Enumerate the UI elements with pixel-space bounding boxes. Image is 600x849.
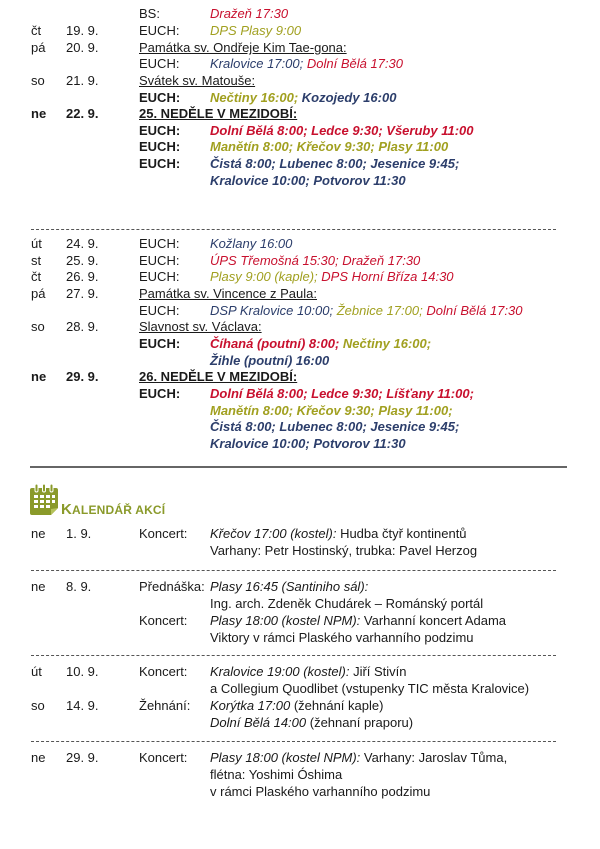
event-place: Korýtka 17:00 xyxy=(210,698,291,713)
date: 10. 9. xyxy=(66,664,99,679)
date: 1. 9. xyxy=(66,526,92,541)
event-type: Přednáška: xyxy=(139,579,205,594)
dashed-divider xyxy=(31,741,556,742)
event-type: Žehnání: xyxy=(139,698,191,713)
service-value: Dolní Bělá 8:00; Ledce 9:30; Líšťany 11:00; xyxy=(210,386,474,401)
service-label: EUCH: xyxy=(139,90,181,105)
service-place: Plasy 9:00 (kaple); xyxy=(210,269,318,284)
service-label: EUCH: xyxy=(139,56,180,71)
service-label: EUCH: xyxy=(139,269,180,284)
feast-title: Slavnost sv. Václava: xyxy=(139,319,262,334)
event-text: Varhanní koncert Adama xyxy=(360,613,507,628)
calendar-icon xyxy=(29,483,59,516)
event-type: Koncert: xyxy=(139,526,188,541)
service-value xyxy=(210,335,431,352)
service-label: EUCH: xyxy=(139,303,180,318)
service-place: Dolní Bělá 17:30 xyxy=(306,56,403,71)
service-value: Dolní Bělá 8:00; Ledce 9:30; Všeruby 11:00 xyxy=(210,123,474,138)
service-label: EUCH: xyxy=(139,123,181,138)
date: 29. 9. xyxy=(66,369,99,384)
day-name: čt xyxy=(31,23,42,38)
date: 8. 9. xyxy=(66,579,92,594)
event-text: Varhany: Jaroslav Tůma, xyxy=(360,750,508,765)
event-text: a Collegium Quodlibet (vstupenky TIC města Kralovice) xyxy=(210,681,530,696)
event-text: Viktory v rámci Plaského varhanního podzimu xyxy=(210,630,474,645)
event-detail xyxy=(210,525,467,542)
service-label: BS: xyxy=(139,6,160,21)
event-text: Jiří Stivín xyxy=(349,664,407,679)
service-value: Čistá 8:00; Lubenec 8:00; Jesenice 9:45; xyxy=(210,419,460,434)
date: 19. 9. xyxy=(66,23,99,38)
service-label: EUCH: xyxy=(139,386,181,401)
service-place: Žebnice 17:00; xyxy=(336,303,423,318)
dashed-divider xyxy=(31,570,556,571)
day-name: pá xyxy=(31,286,46,301)
event-place: Křečov 17:00 (kostel): xyxy=(210,526,337,541)
event-text: flétna: Yoshimi Óshima xyxy=(210,767,343,782)
service-label: EUCH: xyxy=(139,336,181,351)
service-place: Kralovice 17:00; xyxy=(210,56,304,71)
day-name: čt xyxy=(31,269,42,284)
event-place: Plasy 18:00 (kostel NPM): xyxy=(210,750,361,765)
service-label: EUCH: xyxy=(139,253,180,268)
service-place: Číhaná (poutní) 8:00; xyxy=(210,336,340,351)
event-detail xyxy=(210,663,407,680)
event-detail xyxy=(210,697,383,714)
day-name: pá xyxy=(31,40,46,55)
date: 29. 9. xyxy=(66,750,99,765)
feast-title: Památka sv. Ondřeje Kim Tae-gona: xyxy=(139,40,347,55)
service-value: DPS Plasy 9:00 xyxy=(210,23,302,38)
event-text: Varhany: Petr Hostinský, trubka: Pavel Herzog xyxy=(210,543,478,558)
date: 28. 9. xyxy=(66,319,99,334)
service-label: EUCH: xyxy=(139,139,181,154)
feast-title: Svátek sv. Matouše: xyxy=(139,73,256,88)
event-place: Plasy 16:45 (Santiniho sál): xyxy=(210,579,369,594)
date: 21. 9. xyxy=(66,73,99,88)
event-text: v rámci Plaského varhanního podzimu xyxy=(210,784,431,799)
service-value: Manětín 8:00; Křečov 9:30; Plasy 11:00 xyxy=(210,139,449,154)
service-place: DPS Horní Bříza 14:30 xyxy=(321,269,454,284)
day-name: út xyxy=(31,664,42,679)
date: 14. 9. xyxy=(66,698,99,713)
service-place: Kozojedy 16:00 xyxy=(301,90,397,105)
service-value: Kralovice 10:00; Potvorov 11:30 xyxy=(210,436,406,451)
event-detail xyxy=(210,612,506,629)
service-label: EUCH: xyxy=(139,236,180,251)
event-text: (žehnání kaple) xyxy=(290,698,384,713)
event-text: Ing. arch. Zdeněk Chudárek – Románský portál xyxy=(210,596,484,611)
feast-title: Památka sv. Vincence z Paula: xyxy=(139,286,318,301)
date: 25. 9. xyxy=(66,253,99,268)
service-value: Dražeň 17:30 xyxy=(210,6,289,21)
service-value xyxy=(210,302,522,319)
dashed-divider xyxy=(31,229,556,230)
event-place: Dolní Bělá 14:00 xyxy=(210,715,307,730)
service-place: Nečtiny 16:00; xyxy=(210,90,299,105)
date: 24. 9. xyxy=(66,236,99,251)
service-value: Kožlany 16:00 xyxy=(210,236,293,251)
feast-title: 25. NEDĚLE V MEZIDOBÍ: xyxy=(139,106,298,121)
day-name: so xyxy=(31,73,45,88)
date: 27. 9. xyxy=(66,286,99,301)
day-name: ne xyxy=(31,750,46,765)
event-text: (žehnaní praporu) xyxy=(306,715,414,730)
event-place: Plasy 18:00 (kostel NPM): xyxy=(210,613,361,628)
feast-title: 26. NEDĚLE V MEZIDOBÍ: xyxy=(139,369,298,384)
event-detail xyxy=(210,749,507,766)
service-place: Nečtiny 16:00; xyxy=(342,336,432,351)
day-name: st xyxy=(31,253,42,268)
dashed-divider xyxy=(31,655,556,656)
service-place: DSP Kralovice 10:00; xyxy=(210,303,334,318)
service-value xyxy=(210,89,396,106)
day-name: ne xyxy=(31,369,47,384)
heading-rest: ALENDÁŘ AKCÍ xyxy=(72,503,166,517)
heading-initial: K xyxy=(61,501,73,518)
event-type: Koncert: xyxy=(139,613,188,628)
day-name: ne xyxy=(31,579,46,594)
date: 26. 9. xyxy=(66,269,99,284)
service-value: Kralovice 10:00; Potvorov 11:30 xyxy=(210,173,406,188)
event-place: Kralovice 19:00 (kostel): xyxy=(210,664,350,679)
service-value xyxy=(210,268,454,285)
day-name: so xyxy=(31,698,45,713)
day-name: ne xyxy=(31,106,47,121)
section-heading xyxy=(61,501,165,518)
service-value xyxy=(210,55,403,72)
day-name: ne xyxy=(31,526,46,541)
date: 22. 9. xyxy=(66,106,99,121)
section-divider xyxy=(30,466,567,468)
service-label: EUCH: xyxy=(139,156,181,171)
date: 20. 9. xyxy=(66,40,99,55)
service-value: ÚPS Třemošná 15:30; Dražeň 17:30 xyxy=(210,253,421,268)
service-value: Čistá 8:00; Lubenec 8:00; Jesenice 9:45; xyxy=(210,156,460,171)
event-type: Koncert: xyxy=(139,664,188,679)
event-type: Koncert: xyxy=(139,750,188,765)
service-label: EUCH: xyxy=(139,23,180,38)
event-text: Hudba čtyř kontinentů xyxy=(336,526,467,541)
day-name: út xyxy=(31,236,42,251)
day-name: so xyxy=(31,319,45,334)
event-detail xyxy=(210,714,413,731)
service-value: Žihle (poutní) 16:00 xyxy=(210,353,330,368)
service-place: Dolní Bělá 17:30 xyxy=(426,303,523,318)
service-value: Manětín 8:00; Křečov 9:30; Plasy 11:00; xyxy=(210,403,453,418)
